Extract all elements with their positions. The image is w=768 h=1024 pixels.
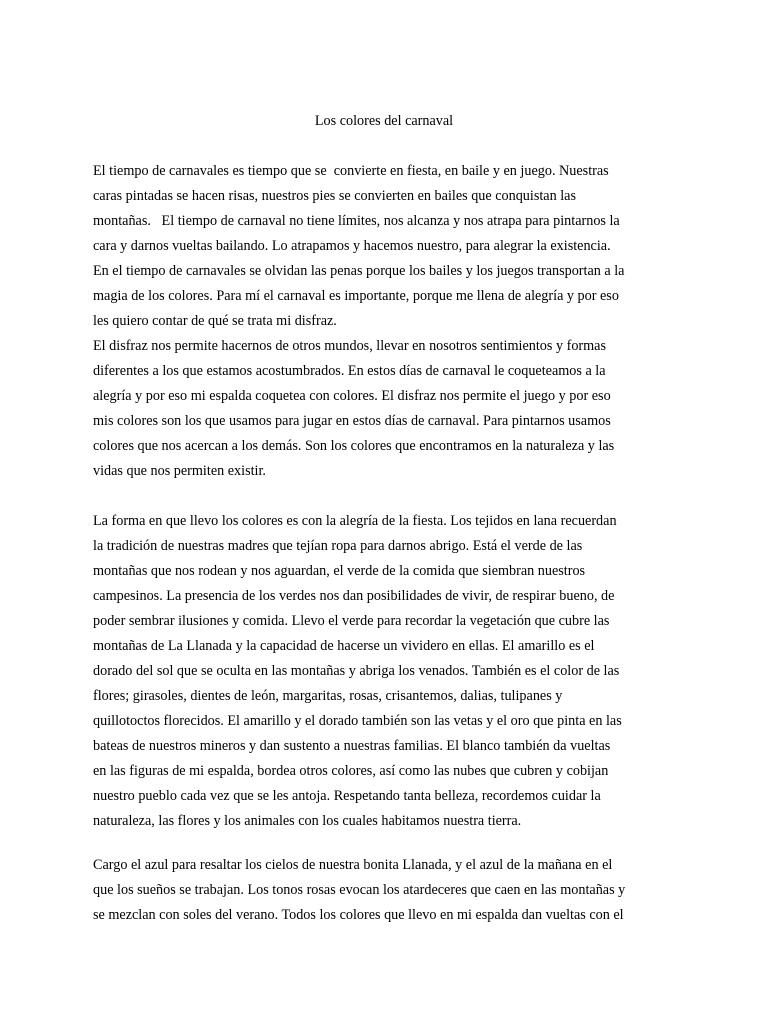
text-line: La forma en que llevo los colores es con la alegría de la fiesta. Los tejidos en lana recuerdan: [93, 513, 617, 529]
text-line: magia de los colores. Para mí el carnaval es importante, porque me llena de alegría y por eso: [93, 288, 619, 304]
text-line: alegría y por eso mi espalda coquetea con colores. El disfraz nos permite el juego y por eso: [93, 388, 611, 404]
document-title: Los colores del carnaval: [314, 113, 454, 129]
text-line: vidas que nos permiten existir.: [93, 463, 266, 479]
text-line: les quiero contar de qué se trata mi disfraz.: [93, 313, 337, 329]
text-line: montañas de La Llanada y la capacidad de hacerse un vividero en ellas. El amarillo es el: [93, 638, 595, 654]
text-line: quillotoctos florecidos. El amarillo y el dorado también son las vetas y el oro que pinta en las: [93, 713, 622, 729]
text-line: en las figuras de mi espalda, bordea otros colores, así como las nubes que cubren y cobijan: [93, 763, 609, 779]
text-line: campesinos. La presencia de los verdes nos dan posibilidades de vivir, de respirar bueno, de: [93, 588, 615, 604]
text-line: cara y darnos vueltas bailando. Lo atrapamos y hacemos nuestro, para alegrar la existencia.: [93, 238, 611, 254]
text-line: El tiempo de carnavales es tiempo que se convierte en fiesta, en baile y en juego. Nuestras: [93, 163, 609, 179]
text-line: montañas que nos rodean y nos aguardan, el verde de la comida que siembran nuestros: [93, 563, 586, 579]
text-line: la tradición de nuestras madres que tejían ropa para darnos abrigo. Está el verde de las: [93, 538, 583, 554]
text-line: poder sembrar ilusiones y comida. Llevo el verde para recordar la vegetación que cubre las: [93, 613, 610, 629]
text-line: nuestro pueblo cada vez que se les antoja. Respetando tanta belleza, recordemos cuidar la: [93, 788, 601, 804]
text-line: Cargo el azul para resaltar los cielos de nuestra bonita Llanada, y el azul de la mañana en el: [93, 857, 613, 873]
text-line: flores; girasoles, dientes de león, margaritas, rosas, crisantemos, dalias, tulipanes y: [93, 688, 563, 704]
text-line: naturaleza, las flores y los animales con los cuales habitamos nuestra tierra.: [93, 813, 522, 829]
text-line: montañas. El tiempo de carnaval no tiene límites, nos alcanza y nos atrapa para pintarnos la: [93, 213, 620, 229]
text-line: colores que nos acercan a los demás. Son los colores que encontramos en la naturaleza y las: [93, 438, 615, 454]
text-line: caras pintadas se hacen risas, nuestros pies se convierten en bailes que conquistan las: [93, 188, 577, 204]
text-line: bateas de nuestros mineros y dan sustento a nuestras familias. El blanco también da vueltas: [93, 738, 611, 754]
text-line: dorado del sol que se oculta en las montañas y abriga los venados. También es el color de las: [93, 663, 620, 679]
text-line: diferentes a los que estamos acostumbrados. En estos días de carnaval le coqueteamos a la: [93, 363, 606, 379]
text-line: En el tiempo de carnavales se olvidan las penas porque los bailes y los juegos transportan a la: [93, 263, 625, 279]
text-line: se mezclan con soles del verano. Todos los colores que llevo en mi espalda dan vueltas con el: [93, 907, 624, 923]
text-line: El disfraz nos permite hacernos de otros mundos, llevar en nosotros sentimientos y formas: [93, 338, 607, 354]
text-line: que los sueños se trabajan. Los tonos rosas evocan los atardeceres que caen en las montañas y: [93, 882, 626, 898]
text-line: mis colores son los que usamos para jugar en estos días de carnaval. Para pintarnos usamos: [93, 413, 611, 429]
